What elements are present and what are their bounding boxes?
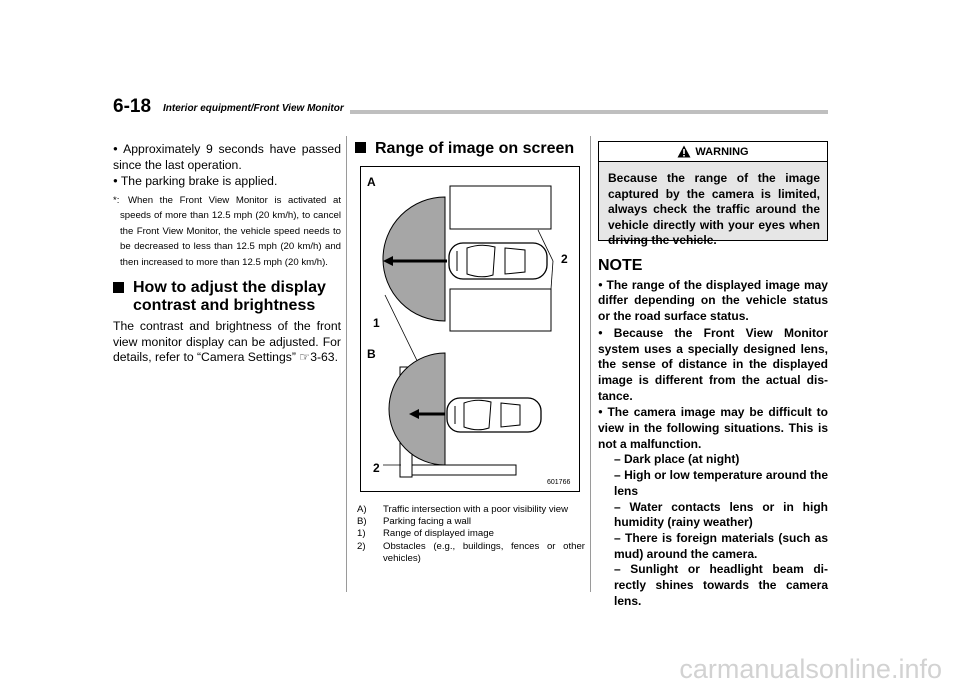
display-range-b bbox=[389, 353, 445, 465]
column-left bbox=[113, 141, 341, 366]
header-rule bbox=[350, 110, 828, 114]
footnote bbox=[113, 193, 341, 271]
footnote-mark: *: bbox=[113, 194, 120, 206]
figure-captions bbox=[357, 504, 585, 565]
bullet-icon: ● bbox=[598, 407, 605, 417]
label-2-bottom: 2 bbox=[373, 461, 380, 475]
footnote-text: When the Front View Monitor is activated at speeds of more than 12.5 mph (20 km/h), to cancel the Front View Monitor, the vehicle speed needs to be decreased to less than 12.5 mph (20 km/h) and then increased to more than 12.5 mph (20 km/h). bbox=[120, 194, 341, 268]
range-diagram bbox=[361, 167, 579, 491]
caption-row: A) Traffic intersection with a poor visibility view bbox=[357, 504, 569, 515]
warning-box bbox=[598, 141, 828, 248]
bullet-icon: ● bbox=[598, 279, 604, 289]
figure-code: 601766 bbox=[547, 479, 571, 486]
section-body: The contrast and brightness of the front view monitor display can be adjusted. For details, refer to “Camera Settings” ☞3-63. bbox=[113, 319, 341, 365]
vehicle-a bbox=[449, 243, 547, 279]
note-subitem: – Sunlight or headlight beam di-rectly shines towards the camera lens. bbox=[614, 562, 828, 608]
page-number: 6-18 bbox=[113, 96, 152, 117]
note-item: ● Because the Front View Monitor system uses a specially designed lens, the sense of distance in the displayed image is different from the actual dis-tance. bbox=[598, 325, 828, 403]
note-subitem: – Water contacts lens or in high humidity (rainy weather) bbox=[614, 499, 828, 530]
column-divider bbox=[590, 136, 591, 592]
vehicle-b bbox=[447, 398, 541, 432]
caption-row: 2) Obstacles (e.g., buildings, fences or other vehicles) bbox=[357, 540, 585, 564]
square-bullet-icon bbox=[113, 282, 124, 293]
note-item: ● The camera image may be difficult to view in the following situations. This is not a malfunction. bbox=[598, 405, 828, 451]
note-subitem: – High or low temperature around the lens bbox=[614, 468, 828, 498]
watermark: carmanualsonline.info bbox=[679, 654, 942, 684]
note-subitem: – There is foreign materials (such as mud) around the camera. bbox=[614, 530, 828, 561]
bullet-icon: ● bbox=[113, 176, 118, 186]
obstacle-building-top bbox=[450, 186, 551, 229]
bullet-icon: ● bbox=[113, 144, 121, 153]
section-heading: How to adjust the display contrast and brightness bbox=[113, 279, 341, 314]
warning-text: Because the range of the image captured by the camera is limited, always check the traffic around the vehicle directly with your eyes when driving the vehicle. bbox=[608, 171, 820, 248]
square-bullet-icon bbox=[355, 142, 366, 153]
section-title: Interior equipment/Front View Monitor bbox=[163, 103, 344, 114]
wall-b-base bbox=[412, 465, 516, 475]
warning-icon bbox=[677, 145, 691, 158]
note-item: ● The range of the displayed image may differ depending on the vehicle status or the road surface status. bbox=[598, 277, 828, 324]
note-section bbox=[598, 258, 828, 609]
caption-row: B) Parking facing a wall bbox=[357, 516, 471, 528]
label-2-top: 2 bbox=[561, 252, 568, 266]
range-figure bbox=[360, 166, 580, 492]
bullet-icon: ● bbox=[598, 327, 611, 337]
column-divider bbox=[346, 136, 347, 592]
obstacle-building-bottom bbox=[450, 289, 551, 331]
label-1: 1 bbox=[373, 316, 380, 330]
label-b: B bbox=[367, 347, 376, 361]
note-title: NOTE bbox=[598, 257, 643, 274]
figure-heading: Range of image on screen bbox=[355, 140, 574, 158]
bullet-item: ● The parking brake is applied. bbox=[113, 174, 278, 189]
note-subitem: – Dark place (at night) bbox=[614, 452, 740, 467]
warning-header: WARNING bbox=[599, 142, 827, 162]
caption-row: 1) Range of displayed image bbox=[357, 528, 494, 540]
bullet-item: ● Approximately 9 seconds have passed since the last operation. bbox=[113, 142, 341, 172]
label-a: A bbox=[367, 175, 376, 189]
